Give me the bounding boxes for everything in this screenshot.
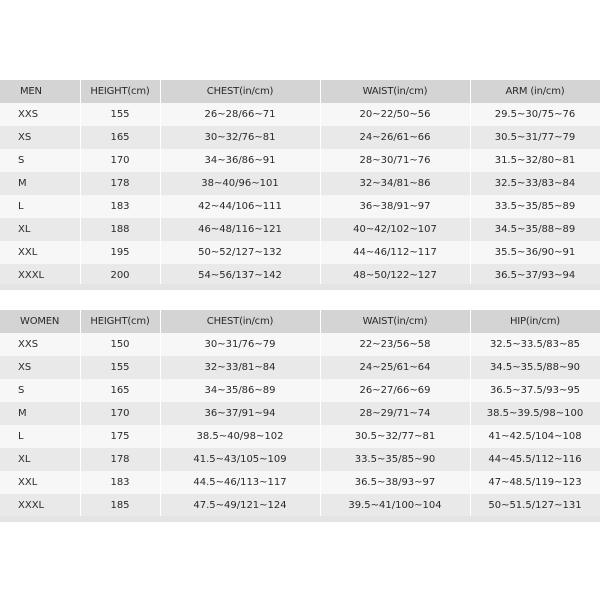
size-cell: XXL bbox=[0, 241, 80, 264]
women-col-height: HEIGHT(cm) bbox=[80, 310, 160, 333]
waist-cell: 24~25/61~64 bbox=[320, 356, 470, 379]
arm-cell: 34.5~35/88~89 bbox=[470, 218, 600, 241]
size-cell: L bbox=[0, 425, 80, 448]
chest-cell: 41.5~43/105~109 bbox=[160, 448, 320, 471]
waist-cell: 28~30/71~76 bbox=[320, 149, 470, 172]
chest-cell: 50~52/127~132 bbox=[160, 241, 320, 264]
chest-cell: 30~32/76~81 bbox=[160, 126, 320, 149]
table-row bbox=[0, 195, 600, 218]
table-row bbox=[0, 402, 600, 425]
women-col-chest: CHEST(in/cm) bbox=[160, 310, 320, 333]
chest-cell: 38.5~40/98~102 bbox=[160, 425, 320, 448]
table-row bbox=[0, 356, 600, 379]
chest-cell: 46~48/116~121 bbox=[160, 218, 320, 241]
men-size-chart bbox=[0, 80, 600, 287]
waist-cell: 32~34/81~86 bbox=[320, 172, 470, 195]
size-cell: S bbox=[0, 149, 80, 172]
arm-cell: 33.5~35/85~89 bbox=[470, 195, 600, 218]
women-header-row bbox=[0, 310, 600, 333]
chest-cell: 54~56/137~142 bbox=[160, 264, 320, 287]
height-cell: 188 bbox=[80, 218, 160, 241]
table-row bbox=[0, 379, 600, 402]
waist-cell: 36.5~38/93~97 bbox=[320, 471, 470, 494]
height-cell: 165 bbox=[80, 379, 160, 402]
women-col-hip: HIP(in/cm) bbox=[470, 310, 600, 333]
waist-cell: 44~46/112~117 bbox=[320, 241, 470, 264]
women-size-table bbox=[0, 310, 600, 517]
women-table-bottom-band bbox=[0, 516, 600, 522]
waist-cell: 36~38/91~97 bbox=[320, 195, 470, 218]
hip-cell: 34.5~35.5/88~90 bbox=[470, 356, 600, 379]
chest-cell: 34~36/86~91 bbox=[160, 149, 320, 172]
table-row bbox=[0, 448, 600, 471]
size-cell: XXL bbox=[0, 471, 80, 494]
height-cell: 170 bbox=[80, 402, 160, 425]
men-table-bottom-band bbox=[0, 284, 600, 290]
arm-cell: 35.5~36/90~91 bbox=[470, 241, 600, 264]
size-cell: XXXL bbox=[0, 494, 80, 517]
men-size-table bbox=[0, 80, 600, 287]
men-col-size: MEN bbox=[0, 80, 80, 103]
waist-cell: 48~50/122~127 bbox=[320, 264, 470, 287]
table-row bbox=[0, 149, 600, 172]
waist-cell: 22~23/56~58 bbox=[320, 333, 470, 356]
waist-cell: 26~27/66~69 bbox=[320, 379, 470, 402]
arm-cell: 31.5~32/80~81 bbox=[470, 149, 600, 172]
table-row bbox=[0, 218, 600, 241]
table-row bbox=[0, 494, 600, 517]
height-cell: 150 bbox=[80, 333, 160, 356]
height-cell: 183 bbox=[80, 471, 160, 494]
waist-cell: 39.5~41/100~104 bbox=[320, 494, 470, 517]
height-cell: 185 bbox=[80, 494, 160, 517]
size-cell: XL bbox=[0, 448, 80, 471]
height-cell: 195 bbox=[80, 241, 160, 264]
chest-cell: 44.5~46/113~117 bbox=[160, 471, 320, 494]
chest-cell: 34~35/86~89 bbox=[160, 379, 320, 402]
height-cell: 170 bbox=[80, 149, 160, 172]
size-cell: XXS bbox=[0, 103, 80, 126]
hip-cell: 50~51.5/127~131 bbox=[470, 494, 600, 517]
men-col-arm: ARM (in/cm) bbox=[470, 80, 600, 103]
men-col-height: HEIGHT(cm) bbox=[80, 80, 160, 103]
arm-cell: 36.5~37/93~94 bbox=[470, 264, 600, 287]
hip-cell: 41~42.5/104~108 bbox=[470, 425, 600, 448]
waist-cell: 40~42/102~107 bbox=[320, 218, 470, 241]
women-size-chart bbox=[0, 310, 600, 517]
women-col-size: WOMEN bbox=[0, 310, 80, 333]
waist-cell: 28~29/71~74 bbox=[320, 402, 470, 425]
men-col-chest: CHEST(in/cm) bbox=[160, 80, 320, 103]
chest-cell: 47.5~49/121~124 bbox=[160, 494, 320, 517]
size-cell: L bbox=[0, 195, 80, 218]
women-col-waist: WAIST(in/cm) bbox=[320, 310, 470, 333]
size-cell: M bbox=[0, 172, 80, 195]
chest-cell: 42~44/106~111 bbox=[160, 195, 320, 218]
size-cell: XS bbox=[0, 356, 80, 379]
arm-cell: 29.5~30/75~76 bbox=[470, 103, 600, 126]
table-row bbox=[0, 172, 600, 195]
hip-cell: 38.5~39.5/98~100 bbox=[470, 402, 600, 425]
height-cell: 165 bbox=[80, 126, 160, 149]
size-cell: XL bbox=[0, 218, 80, 241]
hip-cell: 32.5~33.5/83~85 bbox=[470, 333, 600, 356]
table-row bbox=[0, 471, 600, 494]
men-header-row bbox=[0, 80, 600, 103]
hip-cell: 47~48.5/119~123 bbox=[470, 471, 600, 494]
table-row bbox=[0, 126, 600, 149]
arm-cell: 32.5~33/83~84 bbox=[470, 172, 600, 195]
waist-cell: 30.5~32/77~81 bbox=[320, 425, 470, 448]
chest-cell: 38~40/96~101 bbox=[160, 172, 320, 195]
table-row bbox=[0, 103, 600, 126]
size-cell: XXS bbox=[0, 333, 80, 356]
height-cell: 178 bbox=[80, 172, 160, 195]
chest-cell: 30~31/76~79 bbox=[160, 333, 320, 356]
men-col-waist: WAIST(in/cm) bbox=[320, 80, 470, 103]
hip-cell: 44~45.5/112~116 bbox=[470, 448, 600, 471]
chest-cell: 36~37/91~94 bbox=[160, 402, 320, 425]
table-row bbox=[0, 333, 600, 356]
table-row bbox=[0, 241, 600, 264]
table-row bbox=[0, 425, 600, 448]
height-cell: 155 bbox=[80, 103, 160, 126]
chest-cell: 32~33/81~84 bbox=[160, 356, 320, 379]
height-cell: 200 bbox=[80, 264, 160, 287]
height-cell: 183 bbox=[80, 195, 160, 218]
waist-cell: 33.5~35/85~90 bbox=[320, 448, 470, 471]
arm-cell: 30.5~31/77~79 bbox=[470, 126, 600, 149]
waist-cell: 24~26/61~66 bbox=[320, 126, 470, 149]
height-cell: 175 bbox=[80, 425, 160, 448]
chest-cell: 26~28/66~71 bbox=[160, 103, 320, 126]
height-cell: 155 bbox=[80, 356, 160, 379]
waist-cell: 20~22/50~56 bbox=[320, 103, 470, 126]
hip-cell: 36.5~37.5/93~95 bbox=[470, 379, 600, 402]
height-cell: 178 bbox=[80, 448, 160, 471]
size-cell: S bbox=[0, 379, 80, 402]
size-cell: M bbox=[0, 402, 80, 425]
size-cell: XXXL bbox=[0, 264, 80, 287]
size-cell: XS bbox=[0, 126, 80, 149]
